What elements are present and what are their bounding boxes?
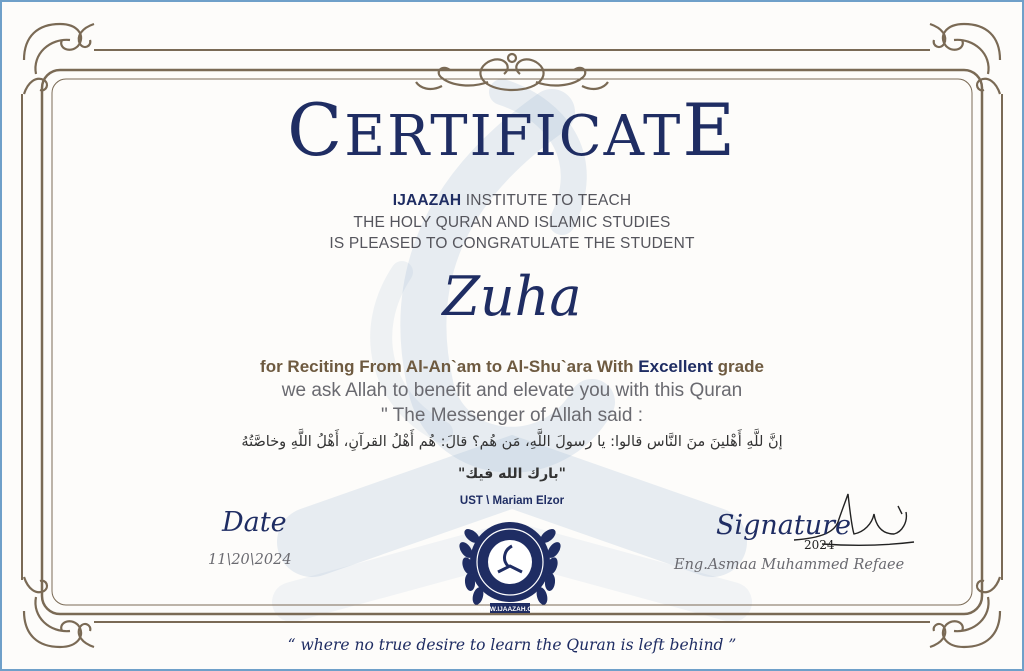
- date-label: Date: [222, 507, 287, 538]
- teacher-name: UST \ Mariam Elzor: [459, 495, 565, 507]
- corner-ornament-icon: [24, 24, 94, 94]
- blessing-line: we ask Allah to benefit and elevate you with this Quran: [281, 380, 743, 401]
- institute-seal-icon: [454, 510, 566, 622]
- footer-quote: “ where no true desire to learn the Quran is left behind ”: [287, 636, 737, 654]
- signature-label: Signature: [716, 510, 852, 541]
- grade-value: Excellent: [638, 357, 713, 376]
- institute-statement: IJAAZAH INSTITUTE TO TEACH THE HOLY QURAN AND ISLAMIC STUDIES IS PLEASED TO CONGRATULATE THE STUDENT: [329, 192, 695, 252]
- student-name: Zuha: [442, 265, 582, 328]
- hadith-text: إنَّ للَّهِ أَهْلينَ منَ النَّاس قالوا: يا رسولَ اللَّهِ، مَن هُم؟ قالَ: هُم أَهْلُ القرآنِ، أَهْلُ اللَّهِ وخاصَّتُهُ: [241, 434, 783, 450]
- messenger-said-line: " The Messenger of Allah said :: [381, 405, 643, 426]
- achievement-line: for Reciting From Al-An`am to Al-Shu`ara With Excellent grade: [260, 357, 764, 376]
- barak-allah-text: "بارك الله فيك": [458, 466, 566, 482]
- institute-name: IJAAZAH: [392, 192, 462, 209]
- date-value: 11\20\2024: [208, 552, 292, 568]
- signature-year: 2024: [804, 538, 835, 552]
- top-ornament-icon: [416, 54, 608, 90]
- signatory-name: Eng.Asmaa Muhammed Refaee: [674, 557, 905, 573]
- certificate-title: CERTIFICATE: [287, 88, 737, 172]
- corner-ornament-icon: [930, 24, 1000, 94]
- seal-website: WWW.IJAAZAH.COM: [477, 606, 543, 613]
